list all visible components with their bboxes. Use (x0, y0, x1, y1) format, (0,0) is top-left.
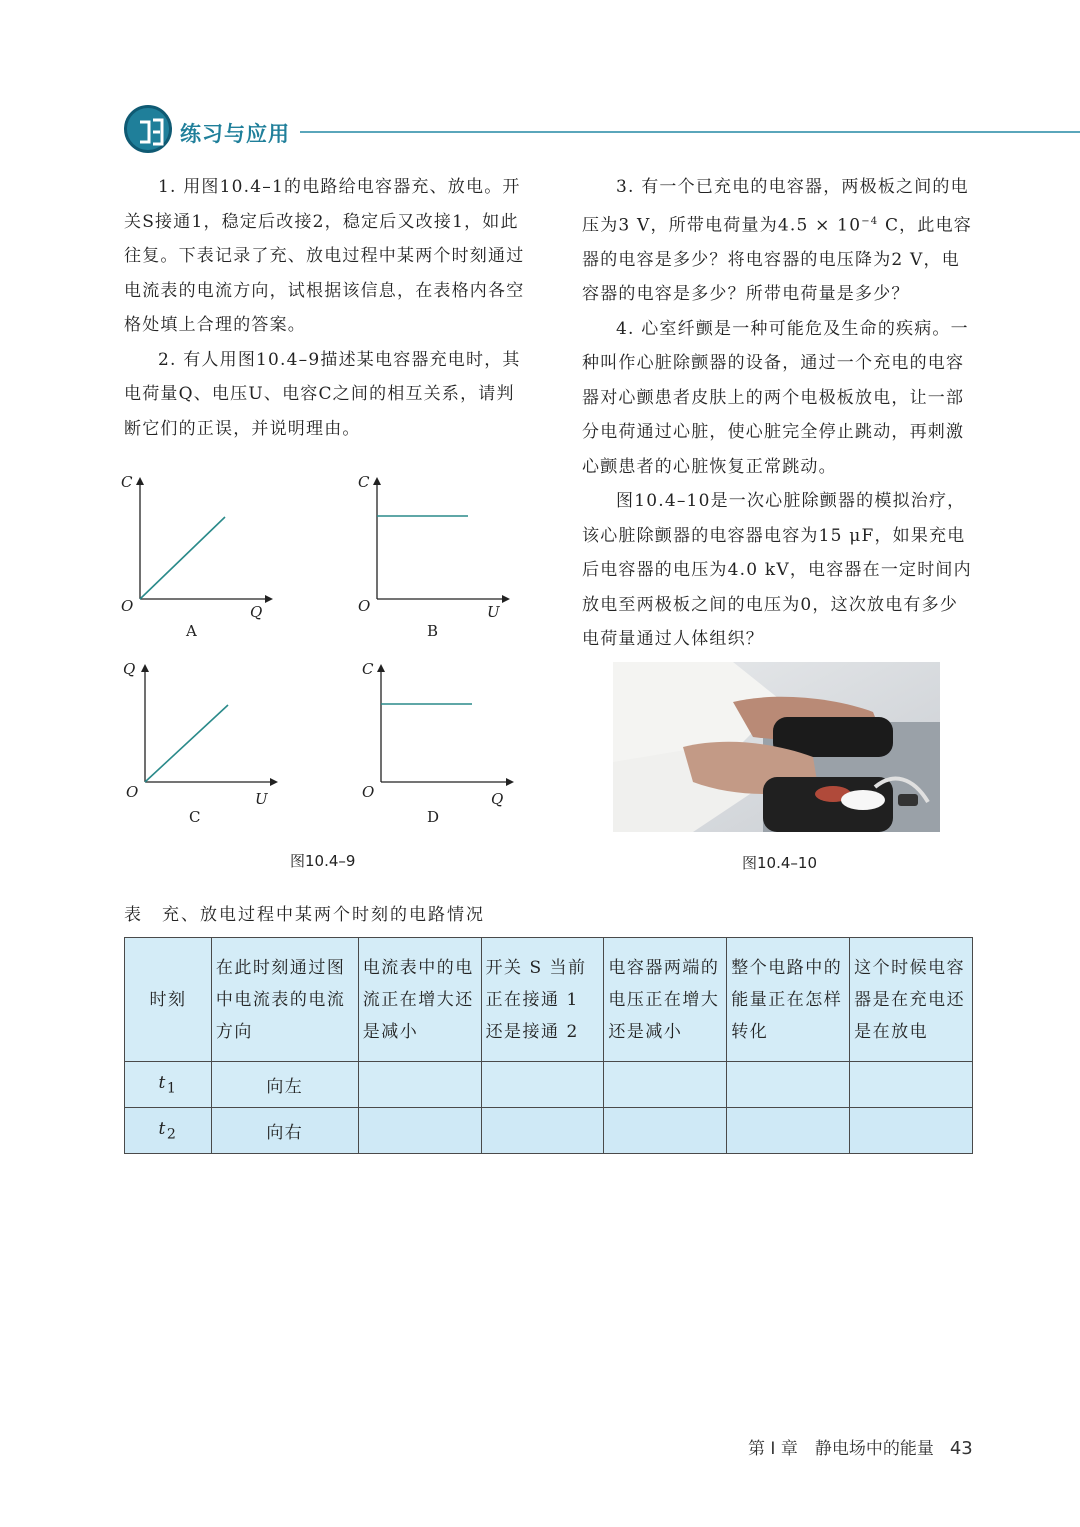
table-cell-blank[interactable] (727, 1108, 850, 1154)
table-header: 开关 S 当前正在接通 1 还是接通 2 (481, 938, 604, 1062)
graph-a-line (140, 517, 225, 599)
chapter-title: 第 Ⅰ 章 静电场中的能量 (748, 1439, 934, 1459)
question-1: 1. 用图10.4–1的电路给电容器充、放电。开关S接通1，稳定后改接2，稳定后又改接1，如此往复。下表记录了充、放电过程中某两个时刻通过电流表的电流方向，试根据该信息，在表格内各空格处填上合理的答案。 (124, 177, 525, 335)
table-header-row (125, 938, 973, 1062)
defibrillator-photo (613, 662, 940, 832)
graph-d-ylabel: C (362, 660, 374, 678)
table-cell-blank[interactable] (850, 1062, 973, 1108)
header-rule (300, 131, 1080, 133)
graph-c-caption: C (189, 808, 201, 826)
table-header: 在此时刻通过图中电流表的电流方向 (211, 938, 358, 1062)
graph-c (130, 662, 280, 802)
page-number: 43 (949, 1438, 973, 1459)
circuit-table (124, 937, 973, 1154)
table-header: 整个电路中的能量正在怎样转化 (727, 938, 850, 1062)
table-cell-time: $t_1$ (125, 1062, 212, 1108)
graph-a-xlabel: Q (250, 603, 263, 621)
table-header: 电容器两端的电压正在增大还是减小 (604, 938, 727, 1062)
graph-c-ylabel: Q (123, 660, 136, 678)
section-icon (124, 105, 172, 153)
graph-a-caption: A (186, 622, 197, 640)
table-cell-blank[interactable] (481, 1108, 604, 1154)
graph-a (125, 475, 275, 615)
question-3: 3. 有一个已充电的电容器，两极板之间的电压为3 V，所带电荷量为$4.5 \times 10^{-4}$ C，此电容器的电容是多少？将电容器的电压降为2 V，电容器的电容是多少？所带电荷量是多少？ (582, 177, 972, 305)
table-title: 表 充、放电过程中某两个时刻的电路情况 (124, 905, 485, 925)
table-cell-blank[interactable] (604, 1062, 727, 1108)
table-cell-direction: 向左 (211, 1062, 358, 1108)
question-4-b: 图10.4–10是一次心脏除颤器的模拟治疗，该心脏除颤器的电容器电容为15 μF，如果充电后电容器的电压为4.0 kV，电容器在一定时间内放电至两极板之间的电压为0，这次放电有多少电荷量通过人体组织？ (582, 491, 972, 650)
right-column (582, 170, 974, 657)
graph-c-line (145, 705, 228, 782)
graph-d-origin: O (362, 783, 375, 801)
graph-c-xlabel: U (255, 790, 268, 808)
figure-caption-10-4-9: 图10.4–9 (290, 852, 356, 870)
graph-d-xlabel: Q (491, 790, 504, 808)
graph-a-ylabel: C (121, 473, 133, 491)
table-cell-blank[interactable] (481, 1062, 604, 1108)
left-column (124, 170, 526, 446)
graph-a-origin: O (121, 597, 134, 615)
table-cell-blank[interactable] (727, 1062, 850, 1108)
section-title: 练习与应用 (180, 122, 290, 146)
graph-b (362, 475, 512, 615)
table-row (125, 1062, 973, 1108)
graph-b-origin: O (358, 597, 371, 615)
table-cell-blank[interactable] (358, 1062, 481, 1108)
graph-b-xlabel: U (487, 603, 500, 621)
table-cell-blank[interactable] (604, 1108, 727, 1154)
table-cell-blank[interactable] (358, 1108, 481, 1154)
table-cell-time: $t_2$ (125, 1108, 212, 1154)
graph-c-origin: O (126, 783, 139, 801)
table-header: 电流表中的电流正在增大还是减小 (358, 938, 481, 1062)
graph-d-caption: D (427, 808, 440, 826)
table-cell-blank[interactable] (850, 1108, 973, 1154)
question-4: 4. 心室纤颤是一种可能危及生命的疾病。一种叫作心脏除颤器的设备，通过一个充电的电容器对心颤患者皮肤上的两个电极板放电，让一部分电荷通过心脏，使心脏完全停止跳动，再刺激心颤患者的心脏恢复正常跳动。 (582, 318, 969, 477)
question-2: 2. 有人用图10.4–9描述某电容器充电时，其电荷量Q、电压U、电容C之间的相互关系，请判断它们的正误，并说明理由。 (124, 349, 521, 439)
graph-b-ylabel: C (358, 473, 370, 491)
graph-d (366, 662, 516, 802)
table-row (125, 1108, 973, 1154)
figure-caption-10-4-10: 图10.4–10 (742, 854, 817, 872)
table-header: 这个时候电容器是在充电还是在放电 (850, 938, 973, 1062)
table-header: 时刻 (125, 938, 212, 1062)
table-cell-direction: 向右 (211, 1108, 358, 1154)
page-footer (748, 1434, 973, 1459)
graph-b-caption: B (427, 622, 439, 640)
